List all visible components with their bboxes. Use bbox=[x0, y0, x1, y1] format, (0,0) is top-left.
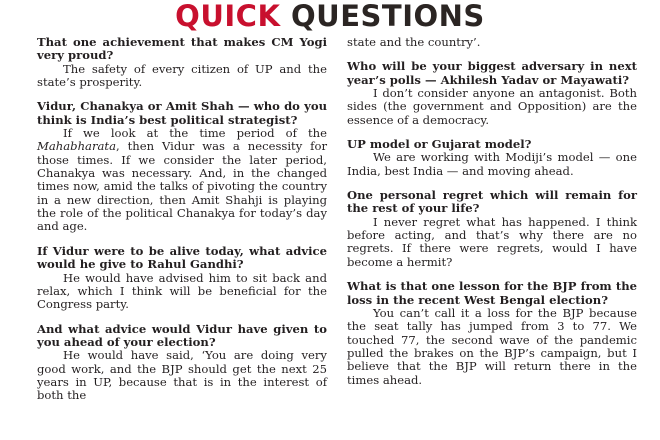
answer-continued: state and the country’. bbox=[347, 35, 481, 49]
section-title bbox=[0, 0, 660, 32]
answer-text: , then Vidur was a necessity for those times. If we consider the later period, Chanakya was necessary. And, in the changed times now, amid the talks of pivoting the country in a new direction, then Amit Shahji is playing the role of the political Chanakya for today’s day and age. bbox=[37, 139, 327, 234]
answer: He would have said, ‘You are doing very good work, and the BJP should get the next 25 years in UP, because that is in the interest of both the bbox=[37, 348, 327, 403]
question: And what advice would Vidur have given to you ahead of your election? bbox=[37, 321, 327, 349]
question: That one achievement that makes CM Yogi very proud? bbox=[37, 35, 327, 63]
answer: I don’t consider anyone an antagonist. Both sides (the government and Opposition) are the essence of a democracy. bbox=[347, 86, 637, 127]
title-questions: QUESTIONS bbox=[291, 0, 485, 33]
answer-emphasis: Mahabharata bbox=[37, 139, 116, 154]
answer-text: If we look at the time period of the bbox=[63, 126, 327, 141]
question: One personal regret which will remain for the rest of your life? bbox=[347, 188, 637, 216]
question: Vidur, Chanakya or Amit Shah — who do you think is India’s best political strategist? bbox=[37, 99, 327, 127]
column-left bbox=[37, 36, 327, 403]
question: UP model or Gujarat model? bbox=[347, 137, 532, 152]
answer: The safety of every citizen of UP and the state’s prosperity. bbox=[37, 61, 327, 90]
answer: You can’t call it a loss for the BJP because the seat tally has jumped from 3 to 77. We touched 77, the second wave of the pandemic pulled the brakes on the BJP’s campaign, but I believe that the BJP will return there in the times ahead. bbox=[347, 305, 637, 387]
answer: I never regret what has happened. I think before acting, and that’s why there are no regrets. If there were regrets, would I have become a hermit? bbox=[347, 214, 637, 269]
question: What is that one lesson for the BJP from the loss in the recent West Bengal election? bbox=[347, 279, 637, 307]
question: If Vidur were to be alive today, what advice would he give to Rahul Gandhi? bbox=[37, 243, 327, 272]
column-right bbox=[347, 36, 637, 387]
answer: We are working with Modiji’s model — one India, best India — and moving ahead. bbox=[347, 150, 637, 178]
answer: He would have advised him to sit back and relax, which I think will be beneficial for the Congress party. bbox=[37, 270, 327, 312]
title-quick: QUICK bbox=[175, 0, 281, 33]
question: Who will be your biggest adversary in next year’s polls — Akhilesh Yadav or Mayawati? bbox=[347, 59, 637, 87]
answer bbox=[37, 127, 327, 234]
